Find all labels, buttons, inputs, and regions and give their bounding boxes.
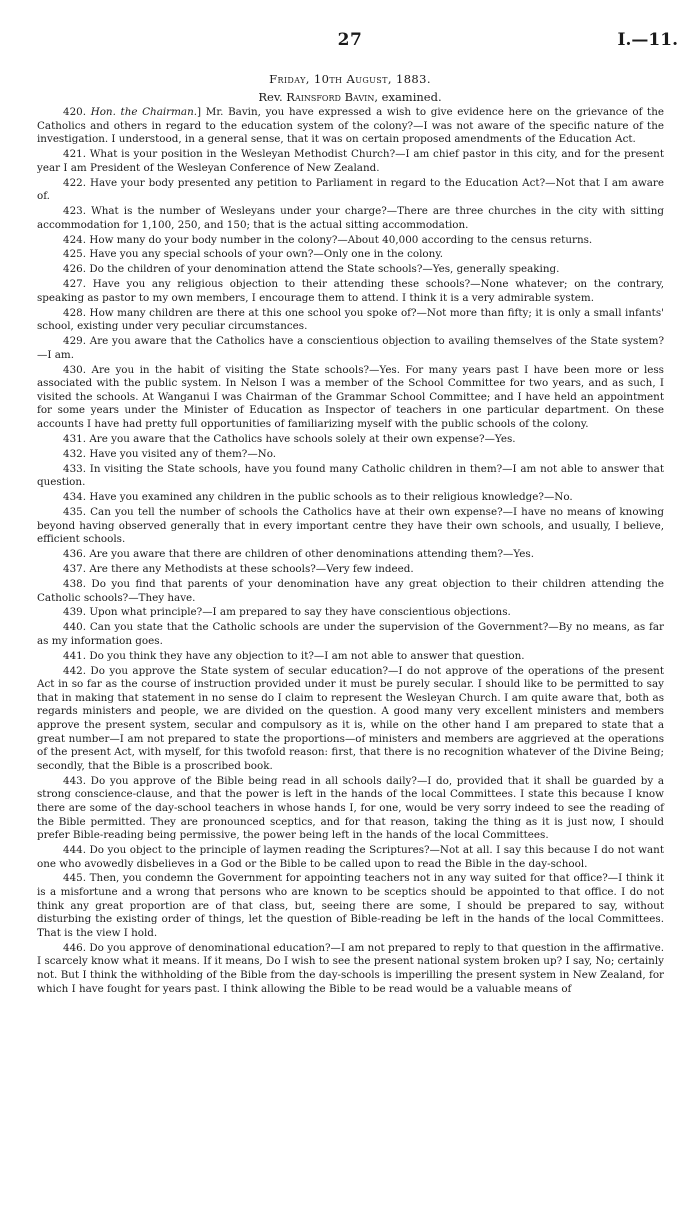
- question-answer-text: Have you any special schools of your own?—Only one in the colony.: [89, 248, 444, 261]
- question-answer-text: Have your body presented any petition to Parliament in regard to the Education Act?—Not that I am aware of.: [37, 176, 664, 203]
- evidence-paragraph: [37, 234, 664, 248]
- evidence-paragraph: [37, 278, 664, 305]
- evidence-paragraph: [37, 606, 664, 620]
- question-answer-text: Do you find that parents of your denomination have any great objection to their children attending the Catholic schools?—They have.: [37, 577, 664, 604]
- question-number: 431.: [63, 432, 90, 445]
- witness-heading: [0, 90, 700, 104]
- question-answer-text: Can you tell the number of schools the Catholics have at their own expense?—I have no means of knowing beyond having observed generally that in every important centre they have their own schools, and usually, I believe, efficient schools.: [37, 506, 664, 546]
- evidence-paragraph: [37, 463, 664, 490]
- question-number: 432.: [63, 447, 90, 460]
- question-number: 440.: [63, 621, 90, 634]
- page-header: [0, 30, 700, 54]
- document-reference: I.—11.: [617, 30, 678, 50]
- question-answer-text: Are there any Methodists at these schools?—Very few indeed.: [89, 563, 414, 576]
- question-number: 422.: [63, 176, 90, 189]
- question-number: 433.: [63, 462, 90, 475]
- question-answer-text: Do you object to the principle of laymen reading the Scriptures?—Not at all. I say this because I do not want one who avowedly disbelieves in a God or the Bible to be called upon to read the Bible in the day-school.: [37, 844, 664, 870]
- question-number: 443.: [63, 774, 91, 787]
- question-number: 430.: [63, 363, 92, 376]
- question-answer-text: Do the children of your denomination attend the State schools?—Yes, generally speaking.: [89, 263, 560, 276]
- question-number: 425.: [63, 248, 90, 261]
- question-answer-text: Have you visited any of them?—No.: [89, 447, 277, 460]
- question-answer-text: Are you aware that the Catholics have schools solely at their own expense?—Yes.: [89, 432, 516, 445]
- question-number: 444.: [63, 844, 90, 856]
- question-number: 441.: [63, 649, 90, 662]
- question-answer-text: What is the number of Wesleyans under your charge?—There are three churches in the city with sitting accommodation for 1,100, 250, and 150; that is the actual sitting accommodation.: [37, 205, 664, 231]
- question-answer-text: Are you in the habit of visiting the State schools?—Yes. For many years past I have been more or less associated with the public system. In Nelson I was a member of the School Committee for two years, and as such, I visited the schools. At Wanganui I was Chairman of the Grammar School Committee; and I have held an appointment for some years under the Minister of Education as Inspector of teachers in one particular department. On these accounts I have had pretty full opportunities of familiarizing myself with the public schools of the colony.: [37, 363, 664, 431]
- evidence-paragraph: [37, 621, 664, 648]
- question-answer-text: Have you any religious objection to their attending these schools?—None whatever; on the contrary, speaking as pastor to my own members, I encourage them to attend. I think it is a very admirable system.: [37, 278, 664, 304]
- question-number: 438.: [63, 577, 92, 590]
- evidence-paragraph: [37, 263, 664, 277]
- question-number: 446.: [63, 941, 90, 954]
- question-answer-text: In visiting the State schools, have you found many Catholic children in them?—I am not able to answer that question.: [37, 462, 664, 489]
- question-number: 442.: [63, 664, 91, 677]
- question-number: 436.: [63, 548, 90, 561]
- question-answer-text: Are you aware that there are children of other denominations attending them?—Yes.: [89, 548, 534, 561]
- question-answer-text: How many do your body number in the colony?—About 40,000 according to the census returns.: [89, 233, 593, 246]
- question-number: 426.: [63, 263, 90, 276]
- evidence-paragraph: [37, 148, 664, 175]
- question-number: 423.: [63, 205, 92, 218]
- evidence-paragraph: [37, 433, 664, 447]
- question-number: 435.: [63, 506, 91, 519]
- question-answer-text: Upon what principle?—I am prepared to say they have conscientious objections.: [89, 606, 511, 619]
- evidence-body: [37, 106, 664, 997]
- question-number: 427.: [63, 278, 93, 291]
- question-answer-text: Do you think they have any objection to it?—I am not able to answer that question.: [89, 649, 525, 662]
- evidence-paragraph: [37, 177, 664, 204]
- speaker-label: Hon. the Chairman.: [90, 106, 198, 118]
- evidence-paragraph: [37, 205, 664, 232]
- evidence-paragraph: [37, 775, 664, 843]
- evidence-paragraph: [37, 448, 664, 462]
- session-date: Friday, 10th August, 1883.: [269, 72, 431, 86]
- question-number: 428.: [63, 306, 90, 319]
- evidence-paragraph: [37, 491, 664, 505]
- question-number: 420.: [63, 106, 91, 118]
- question-number: 429.: [63, 335, 90, 348]
- page-number: 27: [337, 30, 363, 50]
- evidence-paragraph: [37, 364, 664, 432]
- question-answer-text: How many children are there at this one school you spoke of?—Not more than fifty; it is only a small infants' school, existing under very peculiar circumstances.: [37, 306, 664, 333]
- question-answer-text: Can you state that the Catholic schools are under the supervision of the Government?—By no means, as far as my information goes.: [37, 621, 664, 647]
- evidence-paragraph: [37, 248, 664, 262]
- evidence-paragraph: [37, 548, 664, 562]
- witness-suffix: , examined.: [374, 90, 442, 104]
- question-answer-text: What is your position in the Wesleyan Methodist Church?—I am chief pastor in this city, and for the present year I am President of the Wesleyan Conference of New Zealand.: [37, 148, 664, 174]
- evidence-paragraph: [37, 650, 664, 664]
- evidence-paragraph: [37, 335, 664, 362]
- question-number: 424.: [63, 233, 90, 246]
- question-number: 421.: [63, 148, 90, 161]
- question-number: 445.: [63, 872, 90, 885]
- question-answer-text: Do you approve of denominational education?—I am not prepared to reply to that question in the affirmative. I scarcely know what it means. If it means, Do I wish to see the present national system broken up? I say, No; certainly not. But I think the withholding of the Bible from the day-schools is imperilling the present system in New Zealand, for which I have fought for years past. I think allowing the Bible to be read would be a valuable means of: [37, 941, 665, 995]
- question-answer-text: Have you examined any children in the public schools as to their religious knowledge?—No.: [89, 491, 573, 504]
- question-answer-text: Then, you condemn the Government for appointing teachers not in any way suited for that office?—I think it is a misfortune and a wrong that persons who are known to be sceptics should be appointed to that office. I do not think any great proportion are of that class, but, seeing there are some, I should be prepared to say, without disturbing the existing order of things, let the question of Bible-reading be left in the hands of the local Committees. That is the view I hold.: [37, 872, 664, 939]
- witness-title: Rev.: [258, 90, 283, 104]
- evidence-paragraph: [37, 665, 664, 774]
- evidence-paragraph: [37, 307, 664, 334]
- evidence-paragraph: [37, 106, 664, 147]
- evidence-paragraph: [37, 844, 664, 871]
- question-number: 439.: [63, 606, 90, 619]
- evidence-paragraph: [37, 563, 664, 577]
- question-answer-text: Do you approve of the Bible being read in all schools daily?—I do, provided that it shall be guarded by a strong conscience-clause, and that the power is left in the hands of the local Committees. I state this because I know there are some of the day-school teachers in whose hands I, for one, would be very sorry indeed to see the reading of the Bible permitted. They are pronounced sceptics, and for that reason, taking the thing as it is just now, I should prefer Bible-reading being permissive, the power being left in the hands of the local Committees.: [37, 774, 664, 842]
- question-number: 434.: [63, 491, 90, 504]
- evidence-paragraph: [37, 578, 664, 605]
- evidence-paragraph: [37, 942, 664, 996]
- question-number: 437.: [63, 563, 90, 576]
- evidence-paragraph: [37, 506, 664, 547]
- question-answer-text: ] Mr. Bavin, you have expressed a wish to give evidence here on the grievance of the Catholics and others in regard to the education system of the colony?—I was not aware of the specific nature of the investigation. I understood, in a general sense, that it was on certain proposed amendments of the Education Act.: [37, 106, 664, 146]
- question-answer-text: Are you aware that the Catholics have a conscientious objection to availing themselves of the State system?—I am.: [37, 335, 664, 361]
- evidence-paragraph: [37, 872, 664, 940]
- question-answer-text: Do you approve the State system of secular education?—I do not approve of the operations of the present Act in so far as the course of instruction provided under it must be purely secular. I should like to be permitted to say that in making that statement in no sense do I claim to represent the Wesleyan Church. I am quite aware that, both as regards ministers and people, we are divided on the question. A good many very excellent ministers and members approve the present system, secular and compulsory as it is, while on the other hand I am prepared to state that a great number—I am not prepared to state the proportions—of ministers and members are aggrieved at the operations of the present Act, with myself, for this twofold reason: first, that there is no recognition whatever of the Divine Being; secondly, that the Bible is a proscribed book.: [37, 664, 664, 772]
- witness-name: Rainsford Bavin: [286, 90, 375, 104]
